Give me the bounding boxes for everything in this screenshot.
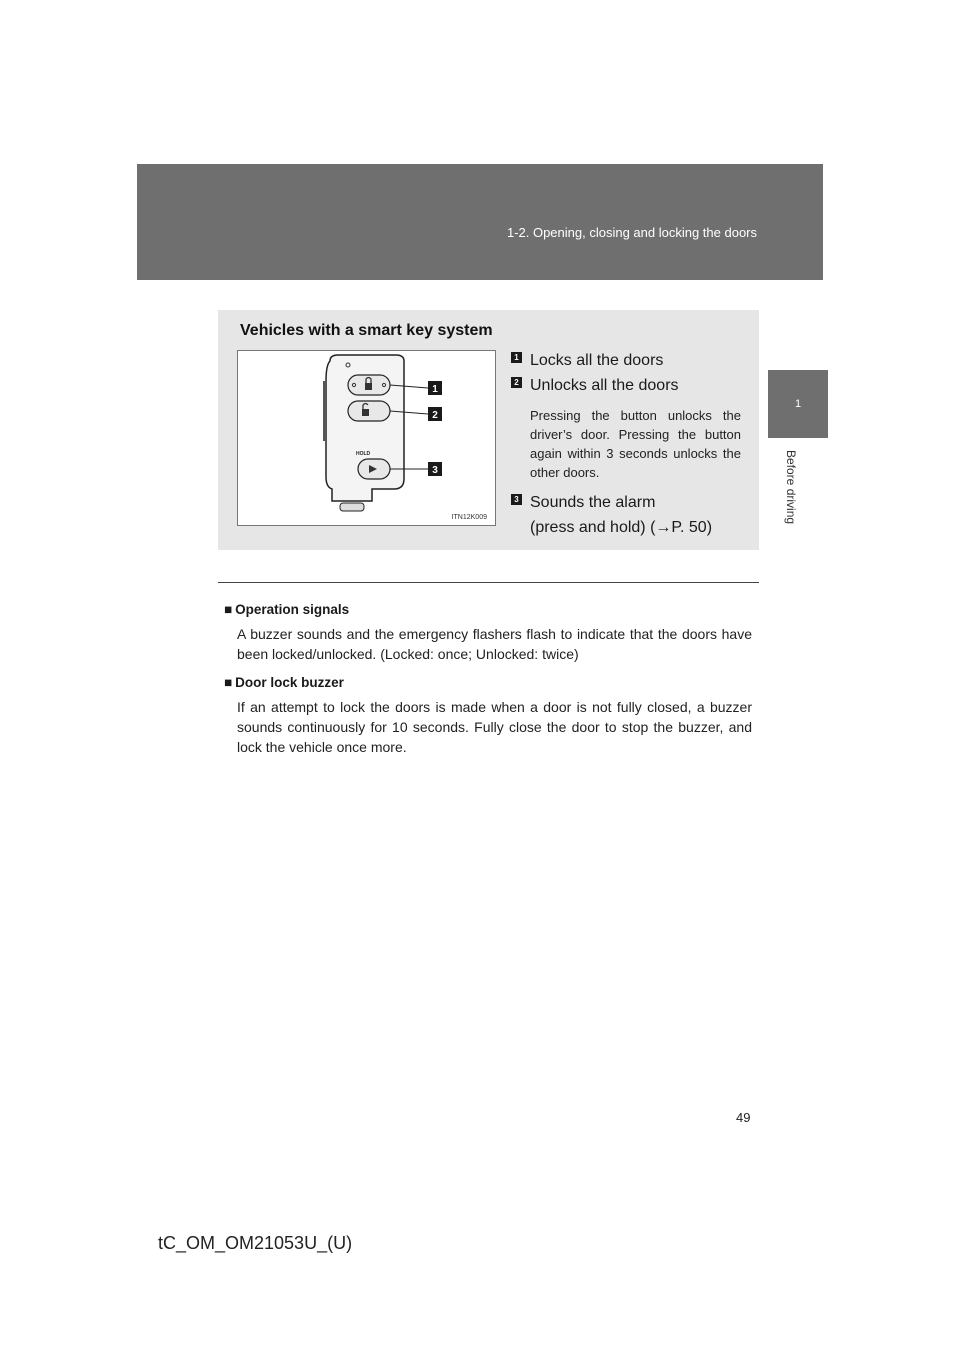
note-body: A buzzer sounds and the emergency flashers flash to indicate that the doors have been locked/unlocked. (Locked: once; Unlocked: twice) [237,626,752,662]
callout-3-number: 3 [432,465,438,476]
note-body: If an attempt to lock the doors is made when a door is not fully closed, a buzzer sounds continuously for 10 seconds. Fully close the door to stop the buzzer, and lock the vehicle once more. [237,699,752,755]
item-label-line2: (press and hold) (→P. 50) [530,519,713,536]
chapter-number: 1 [794,398,802,410]
item-description: Pressing the button unlocks the driver’s door. Pressing the button again within 3 seconds unlocks the other doors. [530,408,741,480]
smart-key-info-box [218,310,759,550]
notes-section [224,601,752,767]
figure-id: ITN12K009 [451,514,487,521]
square-bullet-icon: ■ [224,675,233,690]
square-bullet-icon: ■ [224,602,233,617]
list-item [511,348,741,373]
item-label: Locks all the doors [530,352,664,369]
header-band [137,164,823,280]
note-heading: ■ Door lock buzzer [224,675,344,690]
hold-text: HOLD [356,451,371,457]
chapter-tab [768,370,828,438]
box-title: Vehicles with a smart key system [240,322,493,339]
smart-key-figure [237,350,496,526]
divider [218,582,759,583]
item-number-badge: 1 [511,352,522,363]
document-code: tC_OM_OM21053U_(U) [158,1233,353,1253]
callout-1-number: 1 [432,384,438,395]
page-number: 49 [736,1110,751,1125]
item-label: Sounds the alarm [530,494,656,511]
item-number-badge: 3 [511,494,522,505]
smart-key-illustration [238,351,495,525]
list-item [511,373,741,398]
item-label: Unlocks all the doors [530,377,679,394]
list-item [511,490,741,540]
item-list [511,348,741,540]
section-title: 1-2. Opening, closing and locking the doors [506,225,757,240]
note-heading: ■ Operation signals [224,602,350,617]
item-number-badge: 2 [511,377,522,388]
chapter-label: Before driving [784,450,798,525]
callout-2-number: 2 [432,410,438,421]
